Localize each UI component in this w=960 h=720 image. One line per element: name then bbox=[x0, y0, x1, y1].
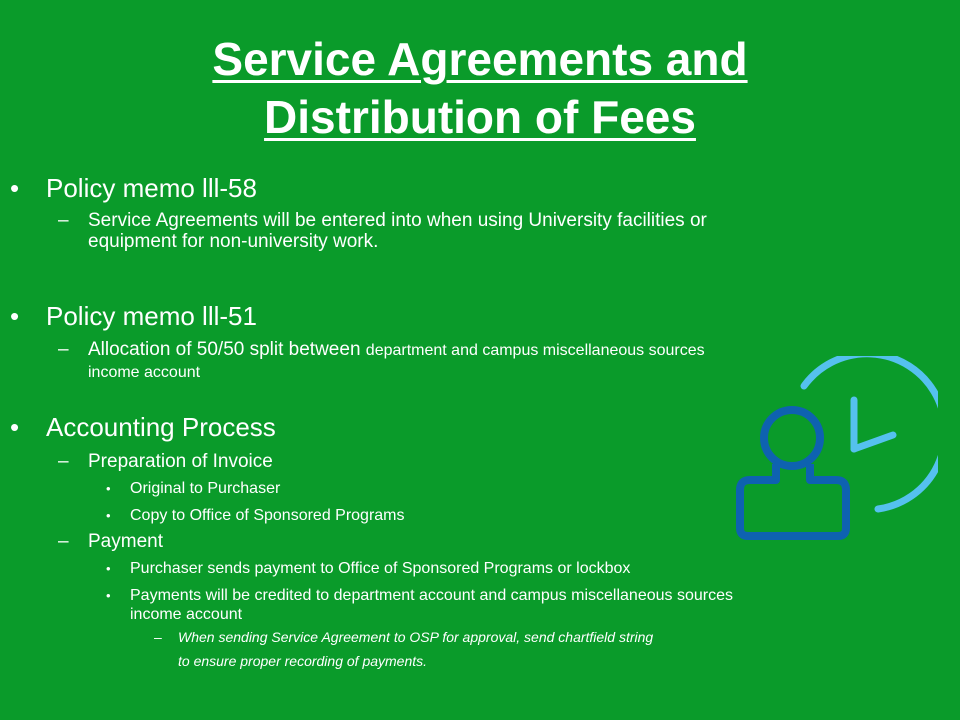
bullet-accounting-process bbox=[10, 412, 276, 442]
bullet-marker: • bbox=[106, 588, 111, 603]
sub-bullet-preparation-of-invoice bbox=[58, 451, 273, 472]
sub-bullet-service-agreements bbox=[58, 210, 707, 252]
list-item-text-line2: income account bbox=[130, 606, 243, 623]
list-item bbox=[106, 586, 733, 624]
dash-marker: – bbox=[58, 531, 69, 552]
dash-marker: – bbox=[58, 451, 69, 472]
list-item-text-line1: Payments will be credited to department account and campus miscellaneous sources bbox=[130, 587, 733, 604]
bullet-policy-memo-51 bbox=[10, 301, 257, 331]
bullet-marker: • bbox=[106, 508, 111, 523]
list-item bbox=[106, 479, 281, 498]
list-item-text: Copy to Office of Sponsored Programs bbox=[130, 507, 405, 524]
payment-note-continued bbox=[178, 651, 427, 671]
sub-bullet-text: Payment bbox=[88, 531, 163, 552]
person-body bbox=[740, 464, 846, 536]
list-item bbox=[106, 506, 405, 525]
slide-title bbox=[0, 30, 960, 146]
dash-marker: – bbox=[58, 210, 69, 231]
sub-bullet-text-large: Allocation of 50/50 split between bbox=[88, 339, 361, 360]
bullet-policy-memo-58 bbox=[10, 173, 257, 203]
user-clock-icon bbox=[728, 356, 938, 546]
dash-marker: – bbox=[58, 339, 69, 360]
sub-bullet-text-line1: Service Agreements will be entered into when using University facilities or bbox=[88, 210, 707, 231]
clock-arc bbox=[804, 356, 938, 509]
list-item-text: Purchaser sends payment to Office of Sponsored Programs or lockbox bbox=[130, 560, 631, 577]
sub-bullet-text-line2: income account bbox=[88, 364, 201, 381]
bullet-text: Accounting Process bbox=[46, 412, 276, 442]
bullet-text: Policy memo lll-58 bbox=[46, 173, 257, 203]
sub-bullet-allocation bbox=[58, 339, 705, 383]
sub-bullet-text-line2: equipment for non-university work. bbox=[88, 231, 379, 252]
payment-note-line2: to ensure proper recording of payments. bbox=[178, 653, 428, 669]
clock-hand-minute bbox=[854, 435, 893, 449]
list-item-text: Original to Purchaser bbox=[130, 480, 281, 497]
title-line-1: Service Agreements and bbox=[212, 33, 748, 85]
sub-bullet-text-small: department and campus miscellaneous sources bbox=[365, 342, 705, 359]
bullet-text: Policy memo lll-51 bbox=[46, 301, 257, 331]
dash-marker: – bbox=[154, 629, 162, 645]
bullet-marker: • bbox=[106, 481, 111, 496]
bullet-marker: • bbox=[10, 173, 20, 203]
bullet-marker: • bbox=[106, 561, 111, 576]
sub-bullet-text: Preparation of Invoice bbox=[88, 451, 273, 472]
title-line-2: Distribution of Fees bbox=[264, 91, 696, 143]
payment-note bbox=[154, 627, 654, 647]
list-item bbox=[106, 559, 631, 578]
person-head bbox=[764, 410, 820, 466]
sub-bullet-payment bbox=[58, 531, 163, 552]
bullet-marker: • bbox=[10, 412, 20, 442]
bullet-marker: • bbox=[10, 301, 20, 331]
payment-note-line1: When sending Service Agreement to OSP for approval, send chartfield string bbox=[178, 629, 654, 645]
